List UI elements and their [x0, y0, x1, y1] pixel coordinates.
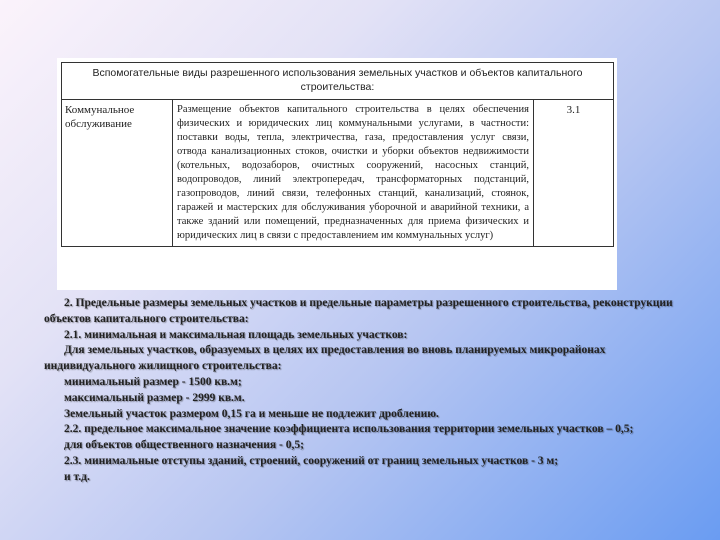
table-row — [62, 100, 614, 247]
use-type-name: Коммунальное обслуживание — [62, 100, 173, 247]
description-text: Размещение объектов капитального строительства в целях обеспечения физических и юридических лиц коммунальными услугами, в частности: поставки воды, тепла, электричества, газа, предоставления услуг связи, отвода канализационных стоков, очистки и уборки объектов недвижимости (котельных, водозаборов, очистных сооружений, насосных станций, водопроводов, линий электропередач, трансформаторных подстанций, газопроводов, линий связи, телефонных станций, канализаций, стоянок, гаражей и мастерских для обслуживания уборочной и аварийной техники, а также зданий или помещений, предназначенных для приема физических и юридических лиц в связи с предоставлением им коммунальных услуг) — [177, 104, 529, 242]
use-type-code: 3.1 — [534, 100, 614, 247]
table-header-row — [62, 63, 614, 100]
paragraph-10: и т.д. — [64, 470, 90, 483]
table-header: Вспомогательные виды разрешенного использования земельных участков и объектов капитального строительства: — [62, 63, 614, 100]
paragraph-6: Земельный участок размером 0,15 га и меньше не подлежит дроблению. — [64, 407, 439, 420]
land-use-table — [61, 62, 614, 247]
paragraph-2: 2.1. минимальная и максимальная площадь земельных участков: — [64, 328, 408, 341]
paragraph-3: Для земельных участков, образуемых в целях их предоставления во вновь планируемых микрорайонах индивидуального жилищного строительства: — [44, 344, 606, 373]
paragraph-4: минимальный размер - 1500 кв.м; — [64, 375, 242, 388]
scanned-table-image — [57, 58, 617, 290]
use-type-description — [173, 100, 534, 247]
paragraph-9: 2.3. минимальные отступы зданий, строений, сооружений от границ земельных участков - 3 м; — [64, 454, 559, 467]
paragraph-7: 2.2. предельное максимальное значение коэффициента использования территории земельных участков – 0,5; — [64, 423, 634, 436]
paragraph-8: для объектов общественного назначения - 0,5; — [64, 439, 304, 452]
paragraph-1: 2. Предельные размеры земельных участков и предельные параметры разрешенного строительства, реконструкции объектов капитального строительства: — [44, 297, 673, 325]
paragraph-5: максимальный размер - 2999 кв.м. — [64, 391, 245, 404]
regulations-text — [44, 296, 680, 486]
